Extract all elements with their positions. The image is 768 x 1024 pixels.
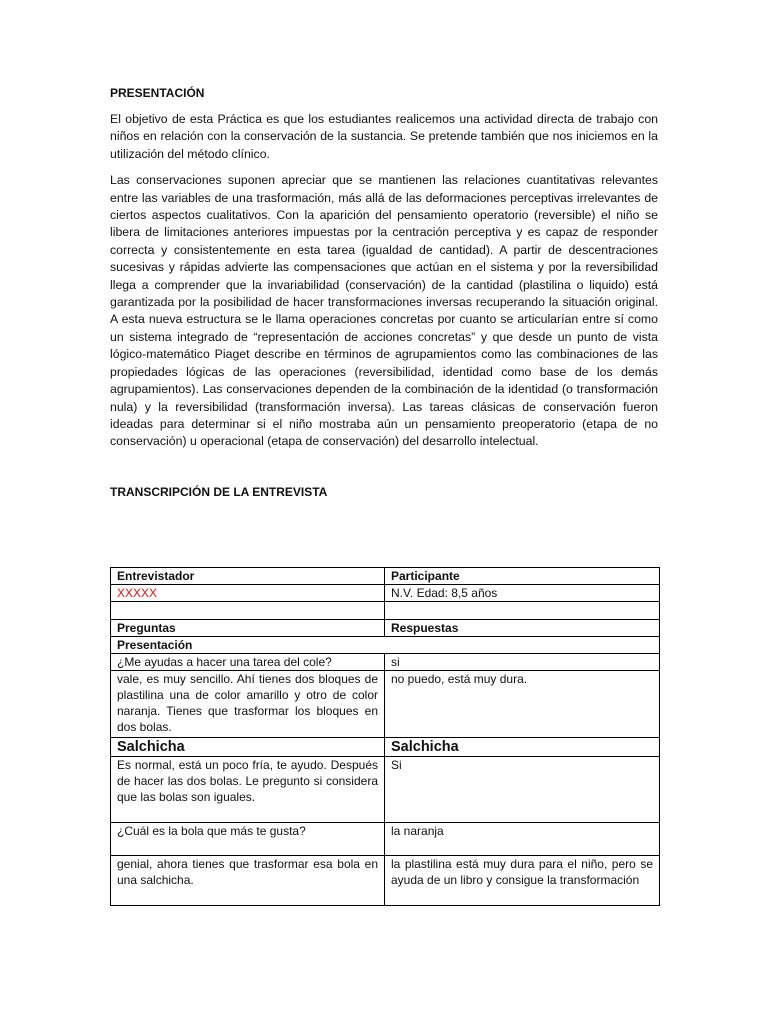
question-cell: ¿Me ayudas a hacer una tarea del cole? — [111, 654, 385, 671]
question-cell: ¿Cuál es la bola que más te gusta? — [111, 823, 385, 856]
document-body — [110, 85, 658, 500]
header-entrevistador: Entrevistador — [111, 568, 385, 585]
section-presentacion: Presentación — [111, 637, 660, 654]
question-cell: vale, es muy sencillo. Ahí tienes dos bloques de plastilina una de color amarillo y otro de color naranja. Tienes que trasformar los bloques en dos bolas. — [111, 671, 385, 738]
section-title-transcripcion: TRANSCRIPCIÓN DE LA ENTREVISTA — [110, 484, 328, 499]
answer-cell: si — [385, 654, 660, 671]
table-row — [111, 823, 660, 856]
entrevistador-value: XXXXX — [111, 585, 385, 602]
paragraph-objetivo: El objetivo de esta Práctica es que los estudiantes realicemos una actividad directa de trabajo con niños en relación con la conservación de la sustancia. Se pretende también que nos iniciemos en la utilización del método clínico. — [110, 112, 658, 161]
table-row — [111, 637, 660, 654]
empty-cell — [385, 602, 660, 620]
header-respuestas: Respuestas — [385, 620, 660, 637]
table-row — [111, 654, 660, 671]
table-row — [111, 620, 660, 637]
answer-cell: Si — [385, 757, 660, 823]
section-salchicha-right: Salchicha — [385, 738, 660, 757]
paragraph-conservaciones: Las conservaciones suponen apreciar que se mantienen las relaciones cuantitativas relevantes entre las variables de una trasformación, más allá de las deformaciones perceptivas irrelevantes de ciertos aspectos cualitativos. Con la aparición del pensamiento operatorio (reversible) el niño se libera de limitaciones anteriores impuestas por la centración perceptiva y es capaz de responder correcta y consistentemente en esta tarea (igualdad de cantidad). A partir de descentraciones sucesivas y rápidas advierte las compensaciones que actúan en el sistema y por la reversibilidad llega a comprender que la invariabilidad (conservación) de la cantidad (plastilina o liquido) está garantizada por la posibilidad de hacer transformaciones inversas recuperando la situación original. A esta nueva estructura se le llama operaciones concretas por cuanto se articularían entre sí como un sistema integrado de “representación de acciones concretas” y que desde un punto de vista lógico-matemático Piaget describe en términos de agrupamientos como las combinaciones de las propiedades lógicas de las operaciones (reversibilidad, identidad como base de los demás agrupamientos). Las conservaciones dependen de la combinación de la identidad (o transformación nula) y la reversibilidad (transformación inversa). Las tareas clásicas de conservación fueron ideadas para determinar si el niño mostraba aún un pensamiento preoperatorio (etapa de no conservación) u operacional (etapa de conservación) del desarrollo intelectual. — [110, 173, 658, 449]
section-salchicha-left: Salchicha — [111, 738, 385, 757]
table-row — [111, 671, 660, 738]
question-cell: genial, ahora tienes que trasformar esa bola en una salchicha. — [111, 856, 385, 906]
table-row — [111, 568, 660, 585]
table-row-empty — [111, 602, 660, 620]
table-row — [111, 585, 660, 602]
answer-cell: la naranja — [385, 823, 660, 856]
answer-cell: no puedo, está muy dura. — [385, 671, 660, 738]
table-row — [111, 738, 660, 757]
interview-table — [110, 567, 660, 906]
question-cell: Es normal, está un poco fría, te ayudo. Después de hacer las dos bolas. Le pregunto si considera que las bolas son iguales. — [111, 757, 385, 823]
header-participante: Participante — [385, 568, 660, 585]
answer-cell: la plastilina está muy dura para el niño, pero se ayuda de un libro y consigue la transformación — [385, 856, 660, 906]
participante-value: N.V. Edad: 8,5 años — [385, 585, 660, 602]
empty-cell — [111, 602, 385, 620]
section-title-presentacion: PRESENTACIÓN — [110, 86, 205, 100]
table-row — [111, 757, 660, 823]
table-row — [111, 856, 660, 906]
header-preguntas: Preguntas — [111, 620, 385, 637]
